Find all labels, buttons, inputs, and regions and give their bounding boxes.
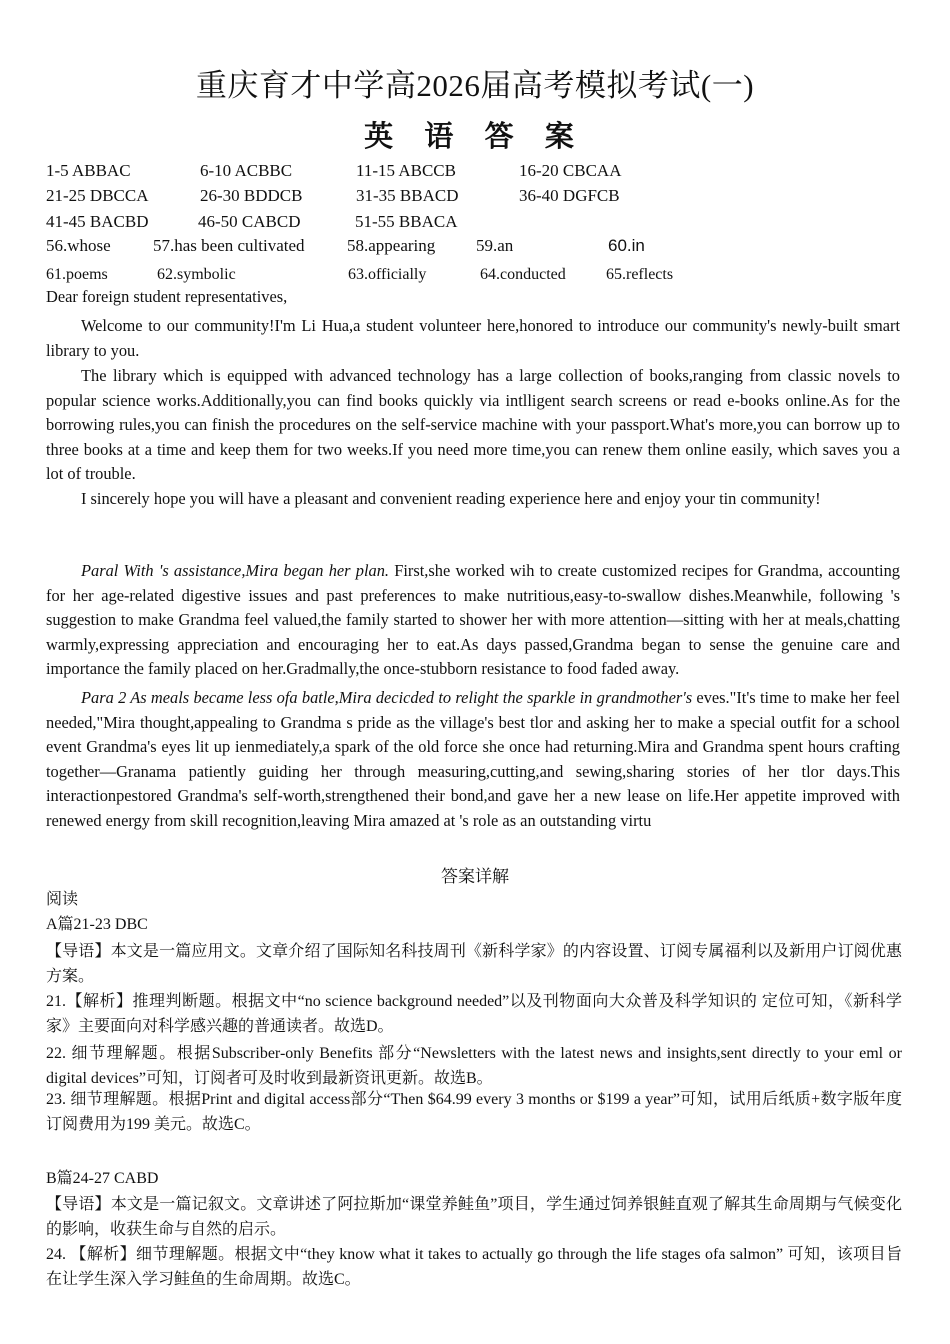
question-22-explanation: 22. 细节理解题。根据Subscriber-only Benefits 部分“Newsletters with the latest news and insights,sent directly to your eml or digital devices”可知，订阅者可及时收到最新资讯更新。故选B。 <box>46 1045 902 1087</box>
letter-paragraph-2: The library which is equipped with advanced technology has a large collection of books,ranging from classic novels to popular science works.Additionally,you can find books quickly via intlligent search screens or read e-books online.As for the borrowing rules,you can finish the procedures on the self-service machine with your passport.What's more,you can borrow up to three books at a time and keep them for two weeks.If you need more time,you can renew them online easily, which saves you a lot of trouble. <box>46 366 900 484</box>
passage-a-title: A篇21-23 DBC <box>46 916 148 933</box>
answer-item: 58.appearing <box>347 236 436 255</box>
answer-item: 59.an <box>476 236 514 255</box>
answer-item: 16-20 CBCAA <box>519 161 622 180</box>
story-paragraph-2-body: eves."It's time to make her feel needed,"Mira thought,appealing to Grandma s pride as the village's best tlor and asking her to make a special outfit for a school event Grandma's eyes lit up ienmediately,a spark of the old force she once had returning.Mira and Grandma spent hours crafting together—Granama patiently guiding her through measuring,cutting,and sewing,sharing stories of her tlor days.This interactionpestored Grandma's self-worth,strengthened their bond,and gave her a new lease on life.Her appetite improved with renewed energy from skill recognition,leaving Mira amazed at 's role as an outstanding virtu <box>46 688 900 830</box>
answer-item: 6-10 ACBBC <box>200 161 293 180</box>
answer-item: 41-45 BACBD <box>46 212 149 231</box>
details-heading: 答案详解 <box>441 867 509 886</box>
story-paragraph-2 <box>46 686 900 834</box>
letter-paragraph-1: Welcome to our community!I'm Li Hua,a student volunteer here,honored to introduce our community's newly-built smart library to you. <box>46 316 900 360</box>
question-21-explanation: 21.【解析】推理判断题。根据文中“no science background needed”以及刊物面向大众普及科学知识的 定位可知，《新科学家》主要面向对科学感兴趣的普通读者。故选D。 <box>46 993 902 1035</box>
letter-paragraph-3: I sincerely hope you will have a pleasant and convenient reading experience here and enjoy your tin community! <box>81 489 821 508</box>
answer-item: 64.conducted <box>480 266 566 283</box>
story-paragraph-1-lead: Paral With 's assistance,Mira began her plan. <box>81 561 390 580</box>
story-paragraph-1-body: First,she worked wih to create customized recipes for Grandma, accounting for her age-related digestive issues and past preferences to make nutritious,easy-to-swallow dishes.Meanwhile, following 's suggestion to make Grandma feel valued,the family started to shower her with more attention—sitting with her at meals,chatting warmly,expressing appreciation and encouraging her to eat.As days passed,Grandma began to sense the genuine care and importance the family placed on her.Gradmally,the once-stubborn resistance to food faded away. <box>46 561 901 679</box>
answer-item: 31-35 BBACD <box>356 186 459 205</box>
answer-item: 26-30 BDDCB <box>200 186 303 205</box>
passage-b-guide: 【导语】本文是一篇记叙文。文章讲述了阿拉斯加“课堂养鲑鱼”项目，学生通过饲养银鲑直观了解其生命周期与气候变化的影响，收获生命与自然的启示。 <box>46 1196 902 1238</box>
answer-item: 21-25 DBCCA <box>46 186 149 205</box>
answer-item: 61.poems <box>46 266 108 283</box>
story-paragraph-2-lead: Para 2 As meals became less ofa batle,Mira decicded to relight the sparkle in grandmother's <box>81 688 693 707</box>
question-24-explanation: 24. 【解析】细节理解题。根据文中“they know what it takes to actually go through the life stages ofa salmon” 可知，该项目旨在让学生深入学习鲑鱼的生命周期。故选C。 <box>46 1246 902 1288</box>
story-paragraph-1 <box>46 559 900 682</box>
answer-item: 63.officially <box>348 266 427 283</box>
page-title: 重庆育才中学高2026届高考模拟考试(一) <box>195 68 755 103</box>
answer-item: 11-15 ABCCB <box>356 161 456 180</box>
answer-item: 36-40 DGFCB <box>519 186 620 205</box>
question-23-explanation: 23. 细节理解题。根据Print and digital access部分“Then $64.99 every 3 months or $199 a year”可知，试用后纸质+数字版年度订阅费用为199 美元。故选C。 <box>46 1091 902 1133</box>
answer-item: 51-55 BBACA <box>355 212 458 231</box>
answer-item: 1-5 ABBAC <box>46 161 131 180</box>
answer-item: 65.reflects <box>606 266 674 283</box>
answer-item: 46-50 CABCD <box>198 212 301 231</box>
passage-a-guide: 【导语】本文是一篇应用文。文章介绍了国际知名科技周刊《新科学家》的内容设置、订阅专属福利以及新用户订阅优惠方案。 <box>46 943 902 985</box>
answer-item: 60.in <box>608 236 645 255</box>
page-subtitle: 英 语 答 案 <box>364 121 586 153</box>
answer-item: 62.symbolic <box>157 266 236 283</box>
passage-b-title: B篇24-27 CABD <box>46 1170 159 1187</box>
letter-greeting: Dear foreign student representatives, <box>46 287 288 306</box>
answer-item: 56.whose <box>46 236 111 255</box>
section-label: 阅读 <box>46 891 79 908</box>
answer-item: 57.has been cultivated <box>153 236 305 255</box>
